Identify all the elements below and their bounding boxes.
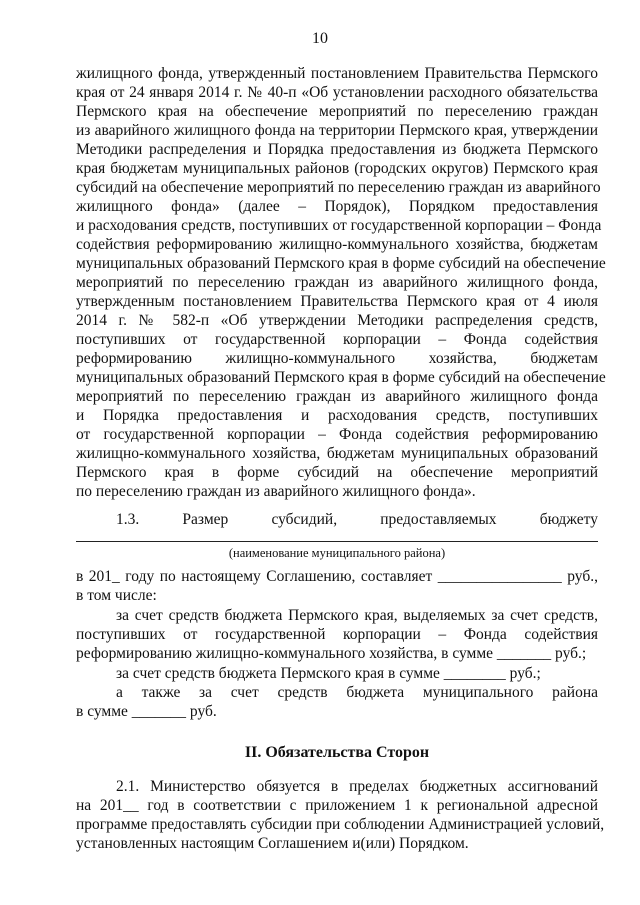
amount-line: в 201_ году по настоящему Соглашению, составляет ________________ руб.,	[76, 568, 598, 585]
text-line: субсидий на обеспечение мероприятий по переселению граждан из аварийного	[76, 179, 601, 196]
text-line: от государственной корпорации – Фонда содействия реформированию	[76, 426, 598, 443]
text-line: муниципальных образований Пермского края в форме субсидий на обеспечение	[76, 369, 606, 386]
text-line: и расходования средств, поступивших от государственной корпорации – Фонда	[76, 217, 602, 234]
clause-2-1-line: установленных настоящим Соглашением и(или) Порядком.	[76, 835, 469, 852]
clause-2-1-line: на 201__ год в соответствии с приложением 1 к региональной адресной	[76, 797, 598, 814]
text-line: мероприятий по переселению граждан из аварийного жилищного фонда	[76, 388, 598, 405]
section-heading: II. Обязательства Сторон	[244, 744, 430, 761]
blank-line-rule	[76, 541, 598, 542]
clause-1-3: 1.3. Размер субсидий, предоставляемых бюджету	[116, 511, 598, 528]
text-line: 2014 г. № 582-п «Об утверждении Методики распределения средств,	[76, 312, 598, 329]
subsidy-source-3: а также за счет средств бюджета муниципального района	[116, 684, 598, 701]
text-line: края бюджетам муниципальных районов (городских округов) Пермского края	[76, 160, 598, 177]
text-line: Пермского края в форме субсидий на обеспечение мероприятий	[76, 464, 598, 481]
text-line: края от 24 января 2014 г. № 40-п «Об установлении расходного обязательства	[76, 84, 598, 101]
text-line: по переселению граждан из аварийного жилищного фонда».	[76, 483, 476, 500]
text-line: поступивших от государственной корпорации – Фонда содействия	[76, 331, 598, 348]
page-number: 10	[312, 30, 328, 47]
subsidy-source-3-line: в сумме _______ руб.	[76, 703, 217, 720]
clause-2-1-line: программе предоставлять субсидии при соблюдении Администрацией условий,	[76, 816, 605, 833]
text-line: мероприятий по переселению граждан из аварийного жилищного фонда,	[76, 274, 598, 291]
text-line: из аварийного жилищного фонда на территории Пермского края, утверждении	[76, 122, 598, 139]
text-line: Пермского края на обеспечение мероприятий по переселению граждан	[76, 103, 598, 120]
text-line: содействия реформированию жилищно-коммунального хозяйства, бюджетам	[76, 236, 598, 253]
including-label: в том числе:	[76, 587, 157, 604]
subsidy-source-2: за счет средств бюджета Пермского края в сумме ________ руб.;	[116, 665, 541, 682]
caption-municipality: (наименование муниципального района)	[228, 546, 446, 560]
subsidy-source-1-line: реформированию жилищно-коммунального хозяйства, в сумме _______ руб.;	[76, 645, 587, 662]
subsidy-source-1-line: поступивших от государственной корпорации – Фонда содействия	[76, 626, 598, 643]
text-line: жилищного фонда, утвержденный постановлением Правительства Пермского	[76, 65, 598, 82]
text-line: Методики распределения и Порядка предоставления из бюджета Пермского	[76, 141, 598, 158]
text-line: жилищного фонда» (далее – Порядок), Порядком предоставления	[76, 198, 598, 215]
clause-2-1: 2.1. Министерство обязуется в пределах бюджетных ассигнований	[116, 778, 598, 795]
text-line: жилищно-коммунального хозяйства, бюджетам муниципальных образований	[76, 445, 598, 462]
text-line: муниципальных образований Пермского края в форме субсидий на обеспечение	[76, 255, 606, 272]
text-line: реформированию жилищно-коммунального хозяйства, бюджетам	[76, 350, 598, 367]
text-line: и Порядка предоставления и расходования средств, поступивших	[76, 407, 598, 424]
subsidy-source-1: за счет средств бюджета Пермского края, выделяемых за счет средств,	[116, 607, 598, 624]
text-line: утвержденным постановлением Правительства Пермского края от 4 июля	[76, 293, 598, 310]
